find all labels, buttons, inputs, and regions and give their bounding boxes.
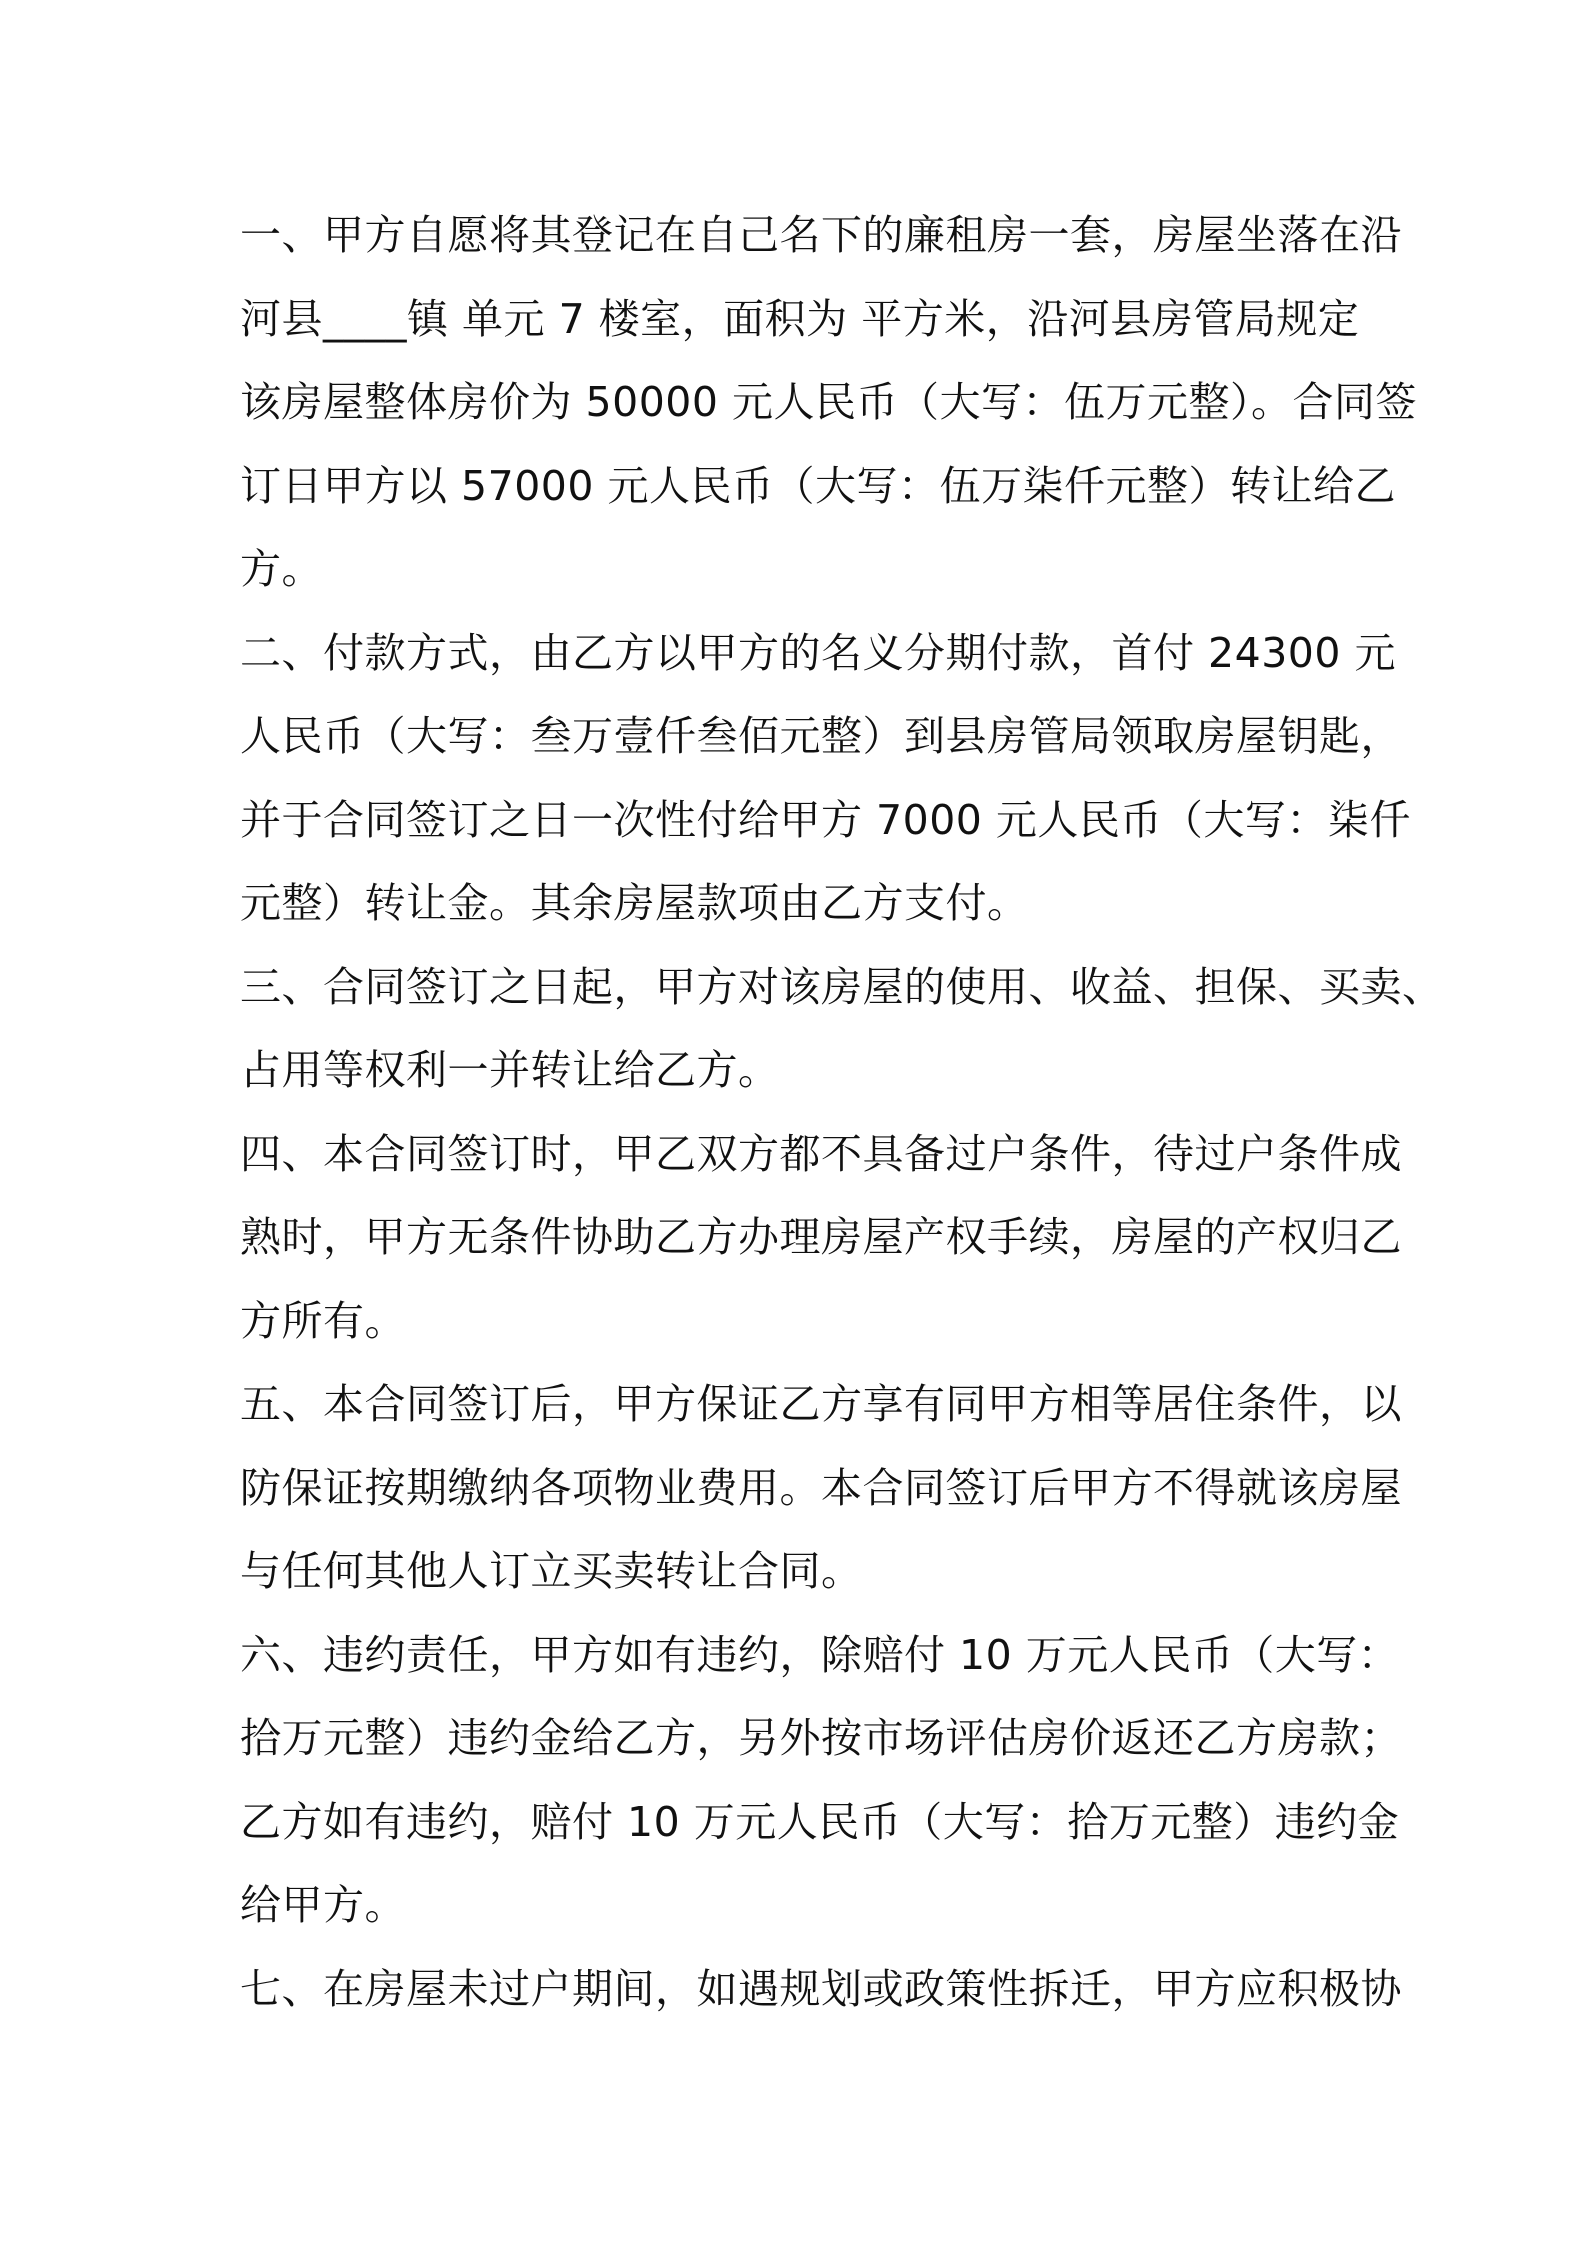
text-line: 方所有。	[240, 1296, 406, 1345]
text-line: 三、合同签订之日起，甲方对该房屋的使用、收益、担保、买卖、	[240, 962, 1444, 1011]
text-line: 与任何其他人订立买卖转让合同。	[240, 1547, 863, 1595]
text-line: 一、甲方自愿将其登记在自己名下的廉租房一套，房屋坐落在沿	[240, 211, 1402, 259]
text-line: 该房屋整体房价为 50000 元人民币（大写：伍万元整）。合同签	[240, 378, 1417, 426]
clause-1	[240, 194, 1417, 612]
text-line: 拾万元整）违约金给乙方，另外按市场评估房价返还乙方房款；	[240, 1714, 1402, 1762]
text-line: 二、付款方式，由乙方以甲方的名义分期付款，首付 24300 元	[240, 628, 1396, 677]
clause-3	[240, 946, 1444, 1113]
text-line: 订日甲方以 57000 元人民币（大写：伍万柒仟元整）转让给乙	[240, 461, 1396, 510]
text-line: 占用等权利一并转让给乙方。	[240, 1046, 780, 1094]
text-line: 熟时，甲方无条件协助乙方办理房屋产权手续，房屋的产权归乙	[240, 1213, 1402, 1261]
clause-5	[240, 1363, 1402, 1614]
clause-7	[240, 1948, 1402, 2032]
contract-body	[240, 194, 1444, 2031]
clause-2	[240, 612, 1411, 946]
text-line: 元整）转让金。其余房屋款项由乙方支付。	[240, 879, 1029, 927]
text-line: 五、本合同签订后，甲方保证乙方享有同甲方相等居住条件，以	[240, 1380, 1402, 1428]
text-line: 六、违约责任，甲方如有违约，除赔付 10 万元人民币（大写：	[240, 1630, 1400, 1679]
text-line: 给甲方。	[240, 1881, 406, 1929]
text-line: 防保证按期缴纳各项物业费用。本合同签订后甲方不得就该房屋	[240, 1463, 1402, 1512]
clause-6	[240, 1614, 1402, 1948]
text-line: 人民币（大写：叁万壹仟叁佰元整）到县房管局领取房屋钥匙，	[240, 712, 1402, 760]
text-line: 河县____镇 单元 7 楼室，面积为 平方米，沿河县房管局规定	[240, 294, 1360, 343]
text-line: 并于合同签订之日一次性付给甲方 7000 元人民币（大写：柒仟	[240, 795, 1411, 844]
text-line: 方。	[240, 545, 323, 593]
text-line: 七、在房屋未过户期间，如遇规划或政策性拆迁，甲方应积极协	[240, 1964, 1402, 2013]
text-line: 乙方如有违约，赔付 10 万元人民币（大写：拾万元整）违约金	[240, 1797, 1400, 1846]
text-line: 四、本合同签订时，甲乙双方都不具备过户条件，待过户条件成	[240, 1129, 1402, 1178]
clause-4	[240, 1113, 1402, 1364]
